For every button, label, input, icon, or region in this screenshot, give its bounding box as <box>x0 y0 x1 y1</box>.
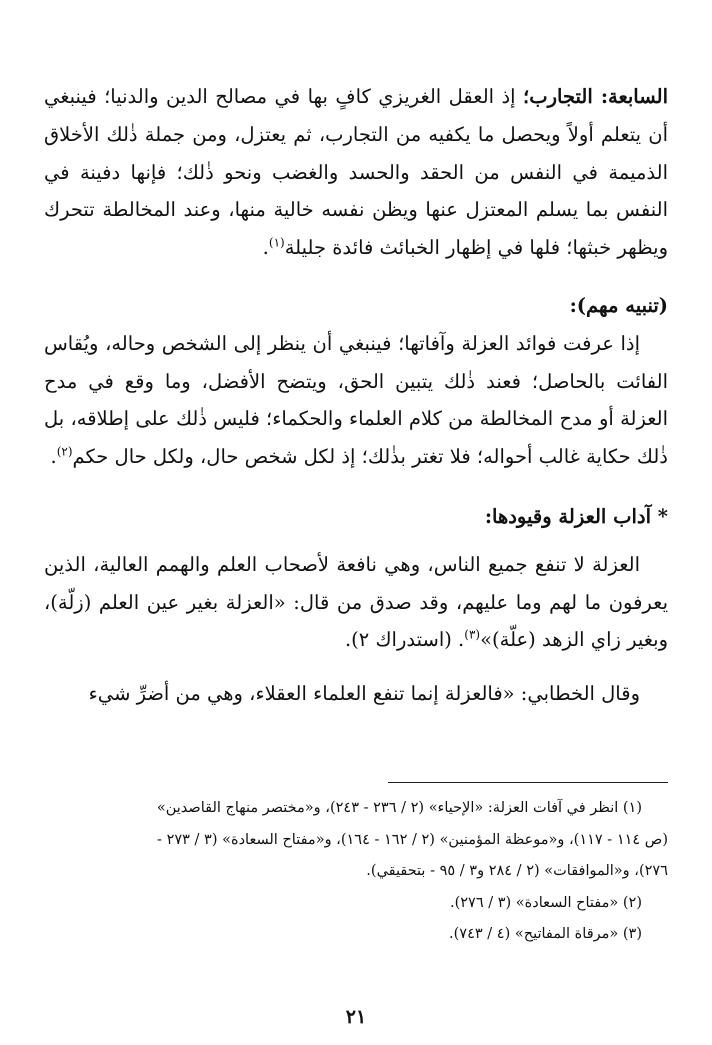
paragraph-text: العزلة لا تنفع جميع الناس، وهي نافعة لأصحاب العلم والهمم العالية، الذين يعرفون ما لهم وما عليهم، وقد صدق من قال: «العزلة بغير عين العلم (زلّة)، وبغير زاي الزهد (علّة)» <box>44 552 668 652</box>
footnote-1-line-3: ٢٧٦)، و«الموافقات» (٢ / ٢٨٤ و٣ / ٩٥ - بتحقيقي). <box>366 863 668 879</box>
footnote-3: (٣) «مرقاة المفاتيح» (٤ / ٧٤٣). <box>449 926 642 942</box>
paragraph-khattabi: وقال الخطابي: «فالعزلة إنما تنفع العلماء العقلاء، وهي من أضرِّ شيء <box>88 682 640 706</box>
footnote-ref[interactable]: (٣) <box>464 627 481 642</box>
heading-isolation-etiquette: * آداب العزلة وقيودها: <box>484 504 668 528</box>
paragraph-etiquette <box>44 546 668 659</box>
page-number: ٢١ <box>345 1006 367 1028</box>
paragraph-end: . <box>50 445 57 469</box>
paragraph-text: إذ العقل الغريزي كافٍ بها في مصالح الدين والدنيا؛ فينبغي أن يتعلم أولاً ويحصل ما يكفيه من التجارب، ثم يعتزل، ومن جملة ذٰلك الأخلاق الذميمة في النفس من الحقد والحسد والغضب ونحو ذٰلك؛ فإنها دفينة في النفس بما يسلم المعتزل عنها ويظن نفسه خالية منها، وعند المخالطة تتحرك ويظهر خبثها؛ فلها في إظهار الخبائث فائدة جليلة <box>44 85 668 260</box>
footnote-1-line-1: (١) انظر في آفات العزلة: «الإحياء» (٢ / ٢٣٦ - ٢٤٣)، و«مختصر منهاج القاصدين» <box>156 800 642 816</box>
paragraph-seventh-benefit <box>44 78 668 267</box>
footnote-2: (٢) «مفتاح السعادة» (٣ / ٢٧٦). <box>449 894 642 911</box>
paragraph-end: . (استدراك ٢). <box>344 628 465 652</box>
paragraph-text: إذا عرفت فوائد العزلة وآفاتها؛ فينبغي أن ينظر إلى الشخص وحاله، ويُقاس الفائت بالحاصل؛ فعند ذٰلك يتبين الحق، ويتضح الأفضل، وما وقع في مدح العزلة أو مدح المخالطة من كلام العلماء والحكماء؛ فليس ذٰلك على إطلاقه، بل ذٰلك حكاية غالب أحواله؛ فلا تغتر بذٰلك؛ إذ لكل شخص حال، ولكل حال حكم <box>44 331 668 469</box>
footnote-divider <box>388 782 668 783</box>
heading-important-note: (تنبيه مهم): <box>569 293 668 317</box>
paragraph-end: . <box>262 236 269 260</box>
paragraph-note <box>44 325 668 476</box>
footnotes <box>44 793 668 951</box>
footnote-ref[interactable]: (١) <box>268 235 285 250</box>
paragraph-lead: السابعة: التجارب؛ <box>523 85 669 108</box>
footnote-ref[interactable]: (٢) <box>56 444 73 459</box>
main-text <box>44 78 668 713</box>
footnote-1-line-2: (ص ١١٤ - ١١٧)، و«موعظة المؤمنين» (٢ / ١٦٢ - ١٦٤)، و«مفتاح السعادة» (٣ / ٢٧٣ - <box>157 831 668 848</box>
